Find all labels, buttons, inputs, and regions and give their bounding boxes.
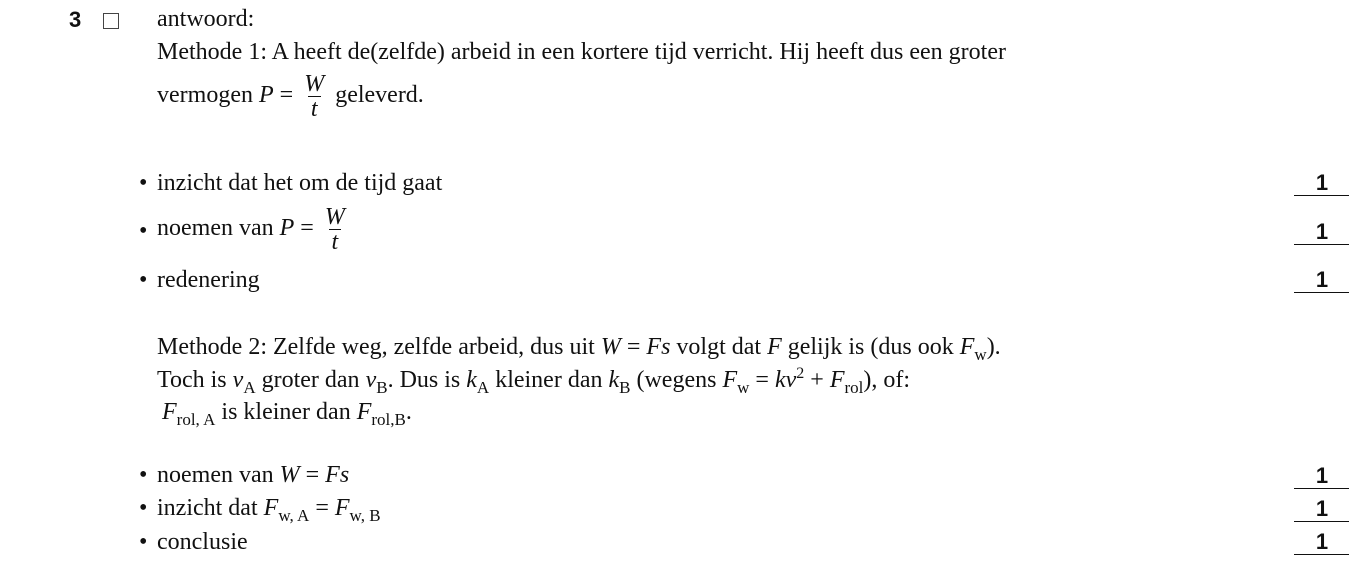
work-symbol: W [279, 462, 300, 488]
superscript: 2 [796, 365, 805, 382]
text-run: ). [986, 334, 1001, 360]
force-symbol: F [767, 334, 782, 360]
k-symbol: k [466, 367, 477, 393]
criterion-prefix: inzicht dat [157, 495, 264, 521]
subscript: B [619, 378, 631, 397]
text-run: gelijk is (dus ook [781, 334, 960, 360]
score-value: 1 [1294, 464, 1349, 489]
force-distance-symbol: Fs [646, 334, 671, 360]
text-run: ), of: [863, 367, 911, 393]
criterion-text [157, 494, 381, 525]
criterion-prefix: noemen van [157, 215, 280, 242]
equals-sign: = [279, 82, 294, 109]
subscript: rol,B [371, 410, 406, 429]
text-run: . Dus is [387, 367, 467, 393]
bullet: • [139, 495, 148, 521]
criterion-text [157, 461, 349, 489]
equals-sign: = [749, 367, 775, 393]
force-symbol: F [959, 334, 975, 360]
score-value: 1 [1294, 268, 1349, 293]
force-distance-symbol: Fs [325, 462, 350, 488]
subscript: rol, A [176, 410, 216, 429]
fraction-numerator: W [324, 204, 345, 230]
subscript: w [974, 345, 987, 364]
power-fraction [301, 72, 327, 121]
force-symbol: F [356, 399, 372, 425]
bullet: • [139, 170, 148, 196]
force-symbol: F [263, 495, 279, 521]
question-number: 3 [69, 7, 82, 32]
text-run: is kleiner dan [215, 399, 357, 425]
bullet: • [139, 267, 148, 293]
text-run: (wegens [630, 367, 723, 393]
equals-sign: = [300, 215, 314, 242]
subscript: w, B [349, 506, 381, 525]
method1-line2-prefix: vermogen [157, 82, 259, 109]
method2-line2 [157, 365, 911, 397]
score-value: 1 [1294, 497, 1349, 522]
answer-heading: antwoord: [157, 6, 255, 32]
text-run: Toch is [157, 367, 233, 393]
criterion-prefix: noemen van [157, 462, 280, 488]
work-symbol: W [600, 334, 621, 360]
velocity-symbol: v [365, 367, 377, 393]
score-value: 1 [1294, 171, 1349, 196]
subscript: w [737, 378, 750, 397]
criterion-text: inzicht dat het om de tijd gaat [157, 170, 443, 196]
criterion-text: redenering [157, 267, 260, 293]
force-symbol: F [162, 399, 177, 425]
score-value: 1 [1294, 220, 1349, 245]
force-symbol: F [829, 367, 845, 393]
equals-sign: = [309, 495, 335, 521]
power-symbol: P [258, 82, 274, 109]
criterion-text [157, 205, 350, 254]
checkbox[interactable] [103, 13, 119, 29]
subscript: A [243, 378, 256, 397]
velocity-symbol: v [232, 367, 244, 393]
force-symbol: F [722, 367, 738, 393]
bullet: • [139, 529, 148, 555]
score-value: 1 [1294, 530, 1349, 555]
subscript: A [476, 378, 490, 397]
fraction-numerator: W [304, 71, 325, 97]
bullet: • [139, 218, 148, 244]
method1-line1: Methode 1: A heeft de(zelfde) arbeid in een kortere tijd verricht. Hij heeft dus een groter [157, 39, 1006, 65]
subscript: B [376, 378, 388, 397]
method2-line1 [157, 333, 1001, 364]
subscript: rol [844, 378, 864, 397]
text-run: groter dan [255, 367, 366, 393]
power-fraction [322, 205, 348, 254]
k-symbol: k [608, 367, 620, 393]
fraction-denominator: t [308, 96, 321, 121]
equals-sign: = [620, 334, 647, 360]
text-run: Methode 2: Zelfde weg, zelfde arbeid, dus uit [157, 334, 601, 360]
equals-sign: = [299, 462, 326, 488]
method1-line2-suffix: geleverd. [329, 82, 424, 109]
text-run: . [405, 399, 412, 425]
method1-line2 [157, 72, 424, 121]
method2-line3 [162, 398, 412, 429]
text-run: volgt dat [670, 334, 768, 360]
power-symbol: P [279, 215, 295, 242]
criterion-text: conclusie [157, 529, 248, 555]
subscript: w, A [278, 506, 310, 525]
force-symbol: F [334, 495, 350, 521]
bullet: • [139, 462, 148, 488]
fraction-denominator: t [329, 229, 342, 254]
kv-symbol: kv [774, 367, 797, 393]
plus-sign: + [804, 367, 830, 393]
text-run: kleiner dan [489, 367, 609, 393]
